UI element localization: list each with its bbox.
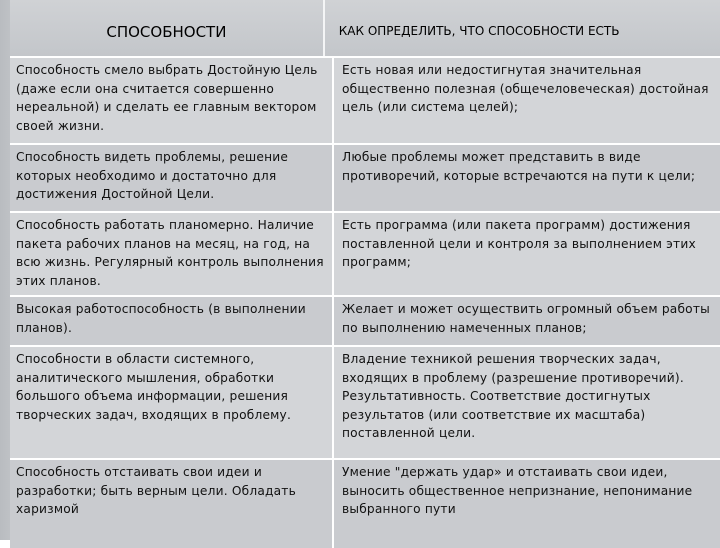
ability-cell: Способность смело выбрать Достойную Цель (даже если она считается совершенно нереальной) и сделать ее главным вектором своей жизни. <box>16 63 318 133</box>
table-row <box>10 345 720 458</box>
ability-cell: Высокая работоспособность (в выполнении планов). <box>16 302 306 335</box>
indicator-cell: Умение "держать удар» и отстаивать свои идеи, выносить общественное непризнание, непонимание выбранного пути <box>332 460 720 548</box>
ability-cell: Способность работать планомерно. Наличие пакета рабочих планов на месяц, на год, на всю жизнь. Регулярный контроль выполнения этих планов. <box>16 218 324 288</box>
table-row <box>10 295 720 345</box>
table-row <box>10 56 720 143</box>
indicator-cell: Желает и может осуществить огромный объем работы по выполнению намеченных планов; <box>332 297 720 345</box>
table-row <box>10 211 720 295</box>
indicator-cell: Любые проблемы может представить в виде противоречий, которые встречаются на пути к цели; <box>332 145 720 211</box>
header-how-to-determine: КАК ОПРЕДЕЛИТЬ, ЧТО СПОСОБНОСТИ ЕСТЬ <box>338 24 620 38</box>
table-row <box>10 143 720 211</box>
table-row <box>10 458 720 548</box>
indicator-cell: Есть новая или недостигнутая значительная общественно полезная (общечеловеческая) достойная цель (или система целей); <box>332 58 720 143</box>
abilities-table <box>10 56 720 548</box>
table-header <box>10 0 720 56</box>
ability-cell: Способность видеть проблемы, решение которых необходимо и достаточно для достижения Достойной Цели. <box>16 150 289 201</box>
ability-cell: Способности в области системного, аналитического мышления, обработки большого объема информации, решения творческих задач, входящих в проблему. <box>16 352 292 422</box>
header-abilities: СПОСОБНОСТИ <box>106 23 227 41</box>
indicator-cell: Есть программа (или пакета программ) достижения поставленной цели и контроля за выполнением этих программ; <box>332 213 720 295</box>
indicator-cell: Владение техникой решения творческих задач, входящих в проблему (разрешение противоречий). Результативность. Соответствие достигнутых результатов (или соответствие их масштаба) поставленной цели. <box>332 347 720 458</box>
ability-cell: Способность отстаивать свои идеи и разработки; быть верным цели. Обладать харизмой <box>16 465 296 516</box>
